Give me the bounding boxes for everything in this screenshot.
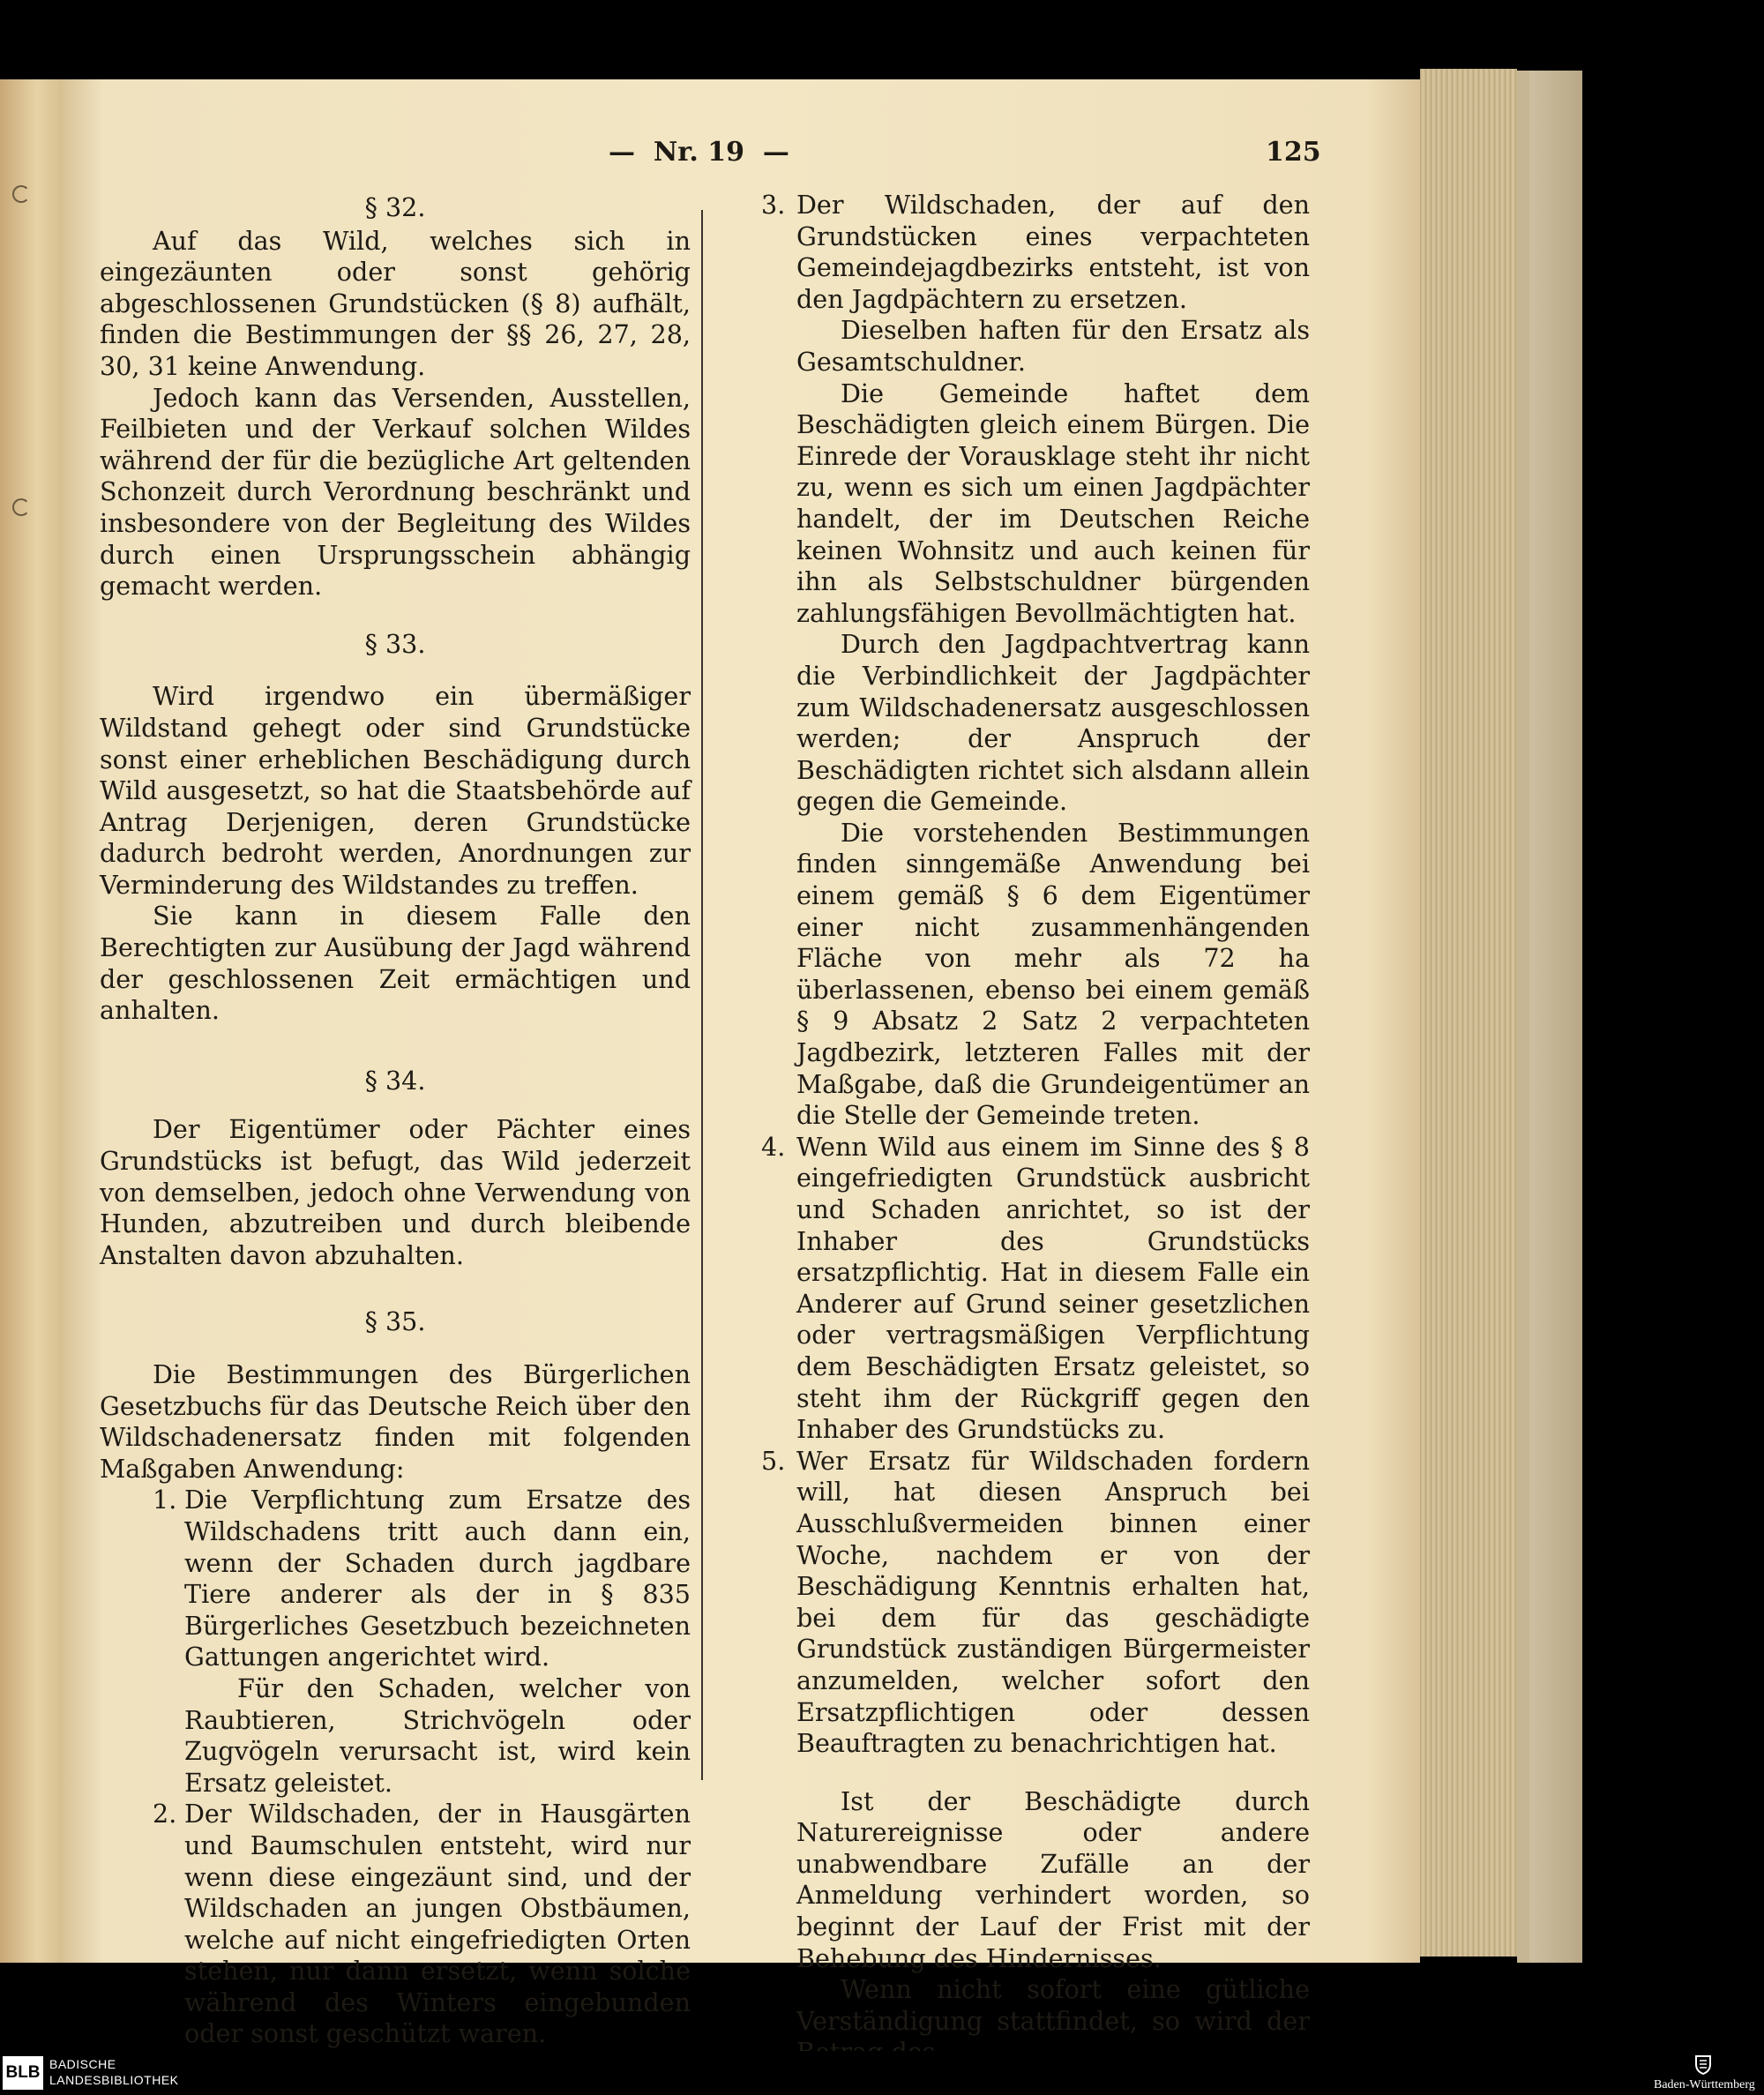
paragraph: Der Wildschaden, der auf den Grundstücken eines verpachteten Gemeindejagdbezirks entsteht, ist von den Jagdpächtern zu ersetzen. [796, 190, 1310, 314]
list-number: 5. [761, 1445, 786, 1476]
left-column [100, 192, 691, 2050]
paragraph: Ist der Beschädigte durch Naturereignisse oder andere unabwendbare Zufälle an der Anmeldung verhindert worden, so beginnt der Lauf der Frist mit der Behebung des Hindernisses. [796, 1785, 1310, 1973]
page-stack-edge [1420, 69, 1517, 1957]
state-label: Baden-Württemberg [1654, 2078, 1755, 2091]
page-curl-mark [12, 185, 30, 203]
book-cover-edge [1517, 71, 1529, 1963]
previous-page-edge [0, 79, 62, 1963]
paragraph: Wer Ersatz für Wildschaden fordern will, hat diesen Anspruch bei Ausschlußvermeiden binnen einer Woche, nachdem er von der Beschädigung Kenntnis erhalten hat, bei dem für das geschädigte Grundstück zuständigen Bürgermeister anzumelden, welcher sofort den Ersatzpflichtigen oder dessen Beauftragten zu benachrichtigen hat. [796, 1445, 1310, 1759]
paragraph: Für den Schaden, welcher von Raubtieren, Strichvögeln oder Zugvögeln verursacht ist, wird kein Ersatz geleistet. [184, 1672, 691, 1798]
paragraph: Die Bestimmungen des Bürgerlichen Gesetzbuchs für das Deutsche Reich über den Wildschadenersatz finden mit folgenden Maßgaben Anwendung: [100, 1359, 691, 1484]
viewer-footer [0, 2051, 1764, 2095]
section-heading: § 33. [364, 628, 426, 659]
paragraph: Der Eigentümer oder Pächter eines Grundstücks ist befugt, das Wild jederzeit von demselben, jedoch ohne Verwendung von Hunden, abzutreiben und durch bleibende Anstalten davon abzuhalten. [100, 1114, 691, 1270]
paragraph: Wenn Wild aus einem im Sinne des § 8 eingefriedigten Grundstück ausbricht und Schaden anrichtet, so ist der Inhaber des Grundstücks ersatzpflichtig. Hat in diesem Falle ein Anderer auf Grund seiner gesetzlichen oder vertragsmäßigen Verpflichtung dem Beschädigten Ersatz geleistet, so steht ihm der Rückgriff gegen den Inhaber des Grundstücks zu. [796, 1131, 1310, 1445]
right-column [761, 190, 1310, 2069]
book-spine [1529, 71, 1582, 1963]
library-name-line: BADISCHE [49, 2057, 116, 2071]
running-head: — Nr. 19 — [609, 137, 789, 168]
paragraph: Jedoch kann das Versenden, Ausstellen, Feilbieten und der Verkauf solchen Wildes während der für die bezügliche Art geltenden Schonzeit durch Verordnung beschränkt und insbesondere von der Begleitung des Wildes durch einen Ursprungsschein abhängig gemacht werden. [100, 382, 691, 602]
list-number: 2. [153, 1799, 177, 1829]
section-heading: § 35. [364, 1306, 426, 1337]
list-number: 1. [153, 1485, 177, 1515]
paragraph: Die vorstehenden Bestimmungen finden sinngemäße Anwendung bei einem gemäß § 6 dem Eigentümer einer nicht zusammenhängenden Fläche von mehr als 72 ha überlassenen, ebenso bei einem gemäß § 9 Absatz 2 Satz 2 verpachteten Jagdbezirk, letzteren Falles mit der Maßgabe, daß die Grundeigentümer an die Stelle der Gemeinde treten. [796, 817, 1310, 1131]
paragraph: Wenn nicht sofort eine gütliche Verständigung stattfindet, so wird der [796, 1974, 1310, 2036]
paragraph: Wird irgendwo ein übermäßiger Wildstand gehegt oder sind Grundstücke sonst einer erheblichen Beschädigung durch Wild ausgesetzt, so hat die Staatsbehörde auf Antrag Derjenigen, deren Grundstücke dadurch bedroht werden, Anordnungen zur Verminderung des Wildstandes zu treffen. [100, 681, 691, 900]
list-item [100, 1485, 691, 1799]
list-item [100, 1799, 691, 2050]
paragraph: Der Wildschaden, der in Hausgärten und Baumschulen entsteht, wird nur wenn diese eingezäunt sind, und der Wildschaden an jungen Obstbäumen, welche auf nicht eingefriedigten Orten stehen, nur dann ersetzt, wenn solche während des Winters eingebunden oder sonst geschützt waren. [184, 1799, 691, 2049]
paragraph: Dieselben haften für den Ersatz als Gesamtschuldner. [796, 315, 1310, 377]
list-item [761, 1132, 1310, 1446]
paragraph: Die Gemeinde haftet dem Beschädigten gleich einem Bürgen. Die Einrede der Vorausklage steht ihr nicht zu, wenn es sich um einen Jagdpächter handelt, der im Deutschen Reiche keinen Wohnsitz und auch keinen für ihn als Selbstschuldner bürgenden zahlungsfähigen Bevollmächtigten hat. [796, 378, 1310, 628]
library-name-line: LANDESBIBLIOTHEK [49, 2073, 179, 2087]
section-heading: § 34. [364, 1065, 426, 1096]
paragraph: Sie kann in diesem Falle den Berechtigten zur Ausübung der Jagd während der geschlossenen Zeit ermächtigen und anhalten. [100, 901, 691, 1026]
page-header [0, 137, 1764, 172]
list-number: 4. [761, 1131, 786, 1162]
coat-of-arms-icon [1692, 2053, 1715, 2076]
list-item [761, 1446, 1310, 2069]
paragraph: Auf das Wild, welches sich in eingezäunten oder sonst gehörig abgeschlossenen Grundstücken (§ 8) aufhält, finden die Bestimmungen der §§ 26, 27, 28, 30, 31 keine Anwendung. [100, 225, 691, 381]
list-number: 3. [761, 190, 786, 220]
page-number: 125 [1266, 137, 1321, 168]
list-item [761, 190, 1310, 1132]
section-heading: § 32. [364, 192, 426, 222]
column-divider [701, 210, 703, 1780]
page-curl-mark [12, 498, 30, 516]
spacer [796, 1760, 1310, 1786]
library-name [49, 2056, 179, 2088]
paragraph: Durch den Jagdpachtvertrag kann die Verbindlichkeit der Jagdpächter zum Wildschadenersatz ausgeschlossen werden; der Anspruch der Beschädigten richtet sich alsdann allein gegen die Gemeinde. [796, 629, 1310, 817]
library-logo[interactable]: BLB [3, 2056, 43, 2090]
paragraph: Die Verpflichtung zum Ersatze des Wildschadens tritt auch dann ein, wenn der Schaden durch jagdbare Tiere anderer als der in § 835 Bürgerliches Gesetzbuch bezeichneten Gattungen angerichtet wird. [184, 1485, 691, 1672]
